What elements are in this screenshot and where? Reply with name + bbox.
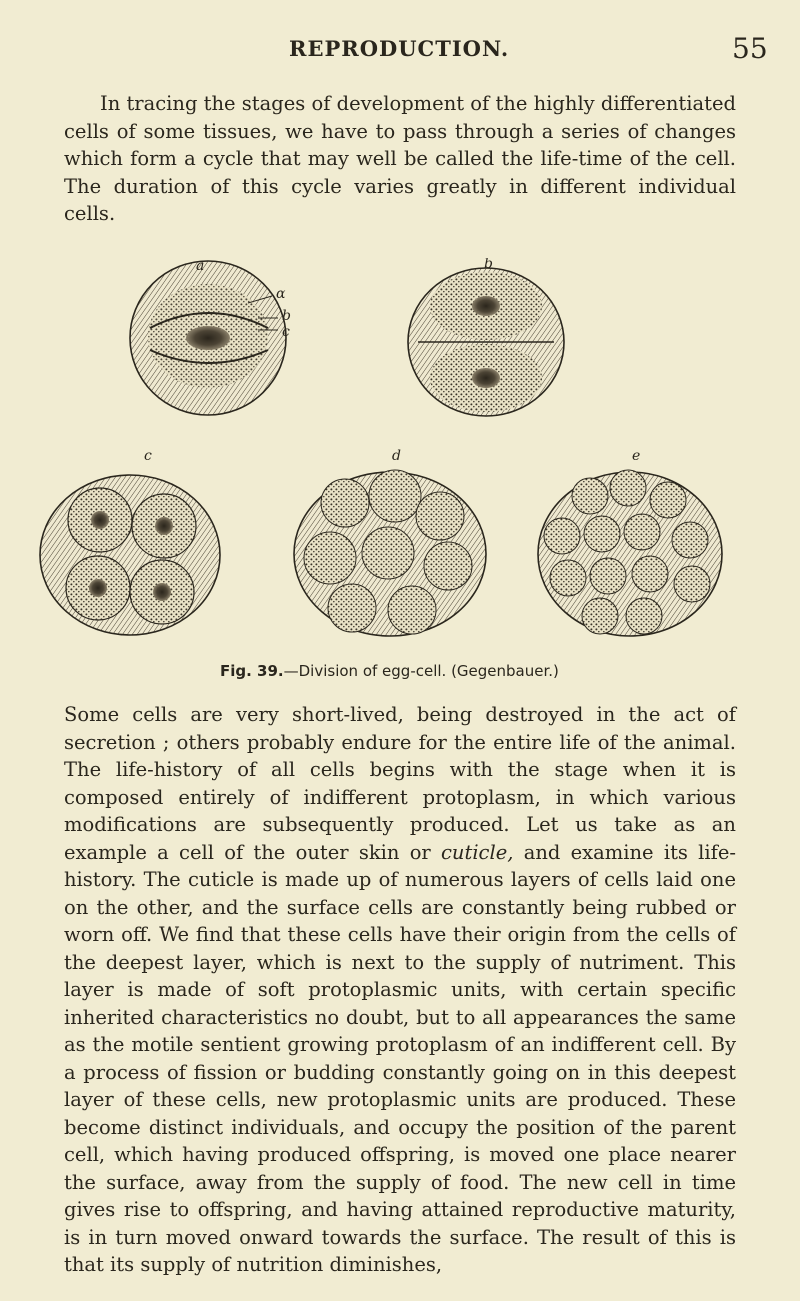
paragraph-text-1: Some cells are very short-lived, being destroyed in the act of secretion ; others probably endure for the entire life of the animal. The life-history of all cells begins with the stage when it is composed entirely of indifferent protoplasm, in which various modifications are subsequently produced. Let us take as an example a cell of the outer skin or xyxy=(64,703,736,864)
label-b: b xyxy=(484,258,493,272)
paragraph-text-2: and examine its life-history. The cuticle is made up of numerous layers of cells laid one on the other, and the surface cells are constantly being rubbed or worn off. We find that these cells have their origin from the cells of the deepest layer, which is next to the supply of nutriment. This layer is made of soft protoplasmic units, with certain specific inherited characteristics no doubt, but to all appearances the same as the motile sentient growing protoplasm of an indifferent cell. By a process of fission or budding constantly going on in this deepest layer of these cells, new protoplasmic units are produced. These become distinct individuals, and occupy the position of the parent cell, which having produced offspring, is moved one place nearer the surface, away from the supply of food. The new cell in time gives rise to offspring, and having attained reproductive maturity, is in turn moved onward towards the surface. The result of this is that its supply of nutrition diminishes, xyxy=(64,840,736,1276)
cell-e xyxy=(538,470,722,636)
figure-39 xyxy=(0,258,800,698)
page-header xyxy=(0,32,800,72)
label-small-c: c xyxy=(282,324,290,340)
cell-a xyxy=(130,261,286,415)
caption-text: —Division of egg-cell. (Gegenbauer.) xyxy=(283,662,559,680)
label-e: e xyxy=(632,448,641,464)
caption-label: Fig. 39. xyxy=(220,662,284,680)
label-c: c xyxy=(144,448,152,464)
label-d: d xyxy=(392,448,401,464)
figure-caption xyxy=(220,662,559,680)
cell-d xyxy=(294,470,486,636)
cell-b xyxy=(408,268,564,416)
label-small-b: b xyxy=(282,308,291,324)
paragraph-life-history xyxy=(64,701,736,1279)
running-head: REPRODUCTION. xyxy=(289,36,510,61)
paragraph-intro: In tracing the stages of development of the highly differentiated cells of some tissues, we have to pass through a series of changes which form a cycle that may well be called the life-time of the cell. The duration of this cycle varies greatly in different individual cells. xyxy=(64,92,736,225)
egg-cell-division-illustration xyxy=(0,258,800,658)
term-cuticle: cuticle, xyxy=(441,840,514,864)
page-number: 55 xyxy=(732,32,768,65)
label-a: a xyxy=(196,258,205,274)
label-alpha: α xyxy=(276,286,286,302)
cell-c xyxy=(40,475,220,635)
